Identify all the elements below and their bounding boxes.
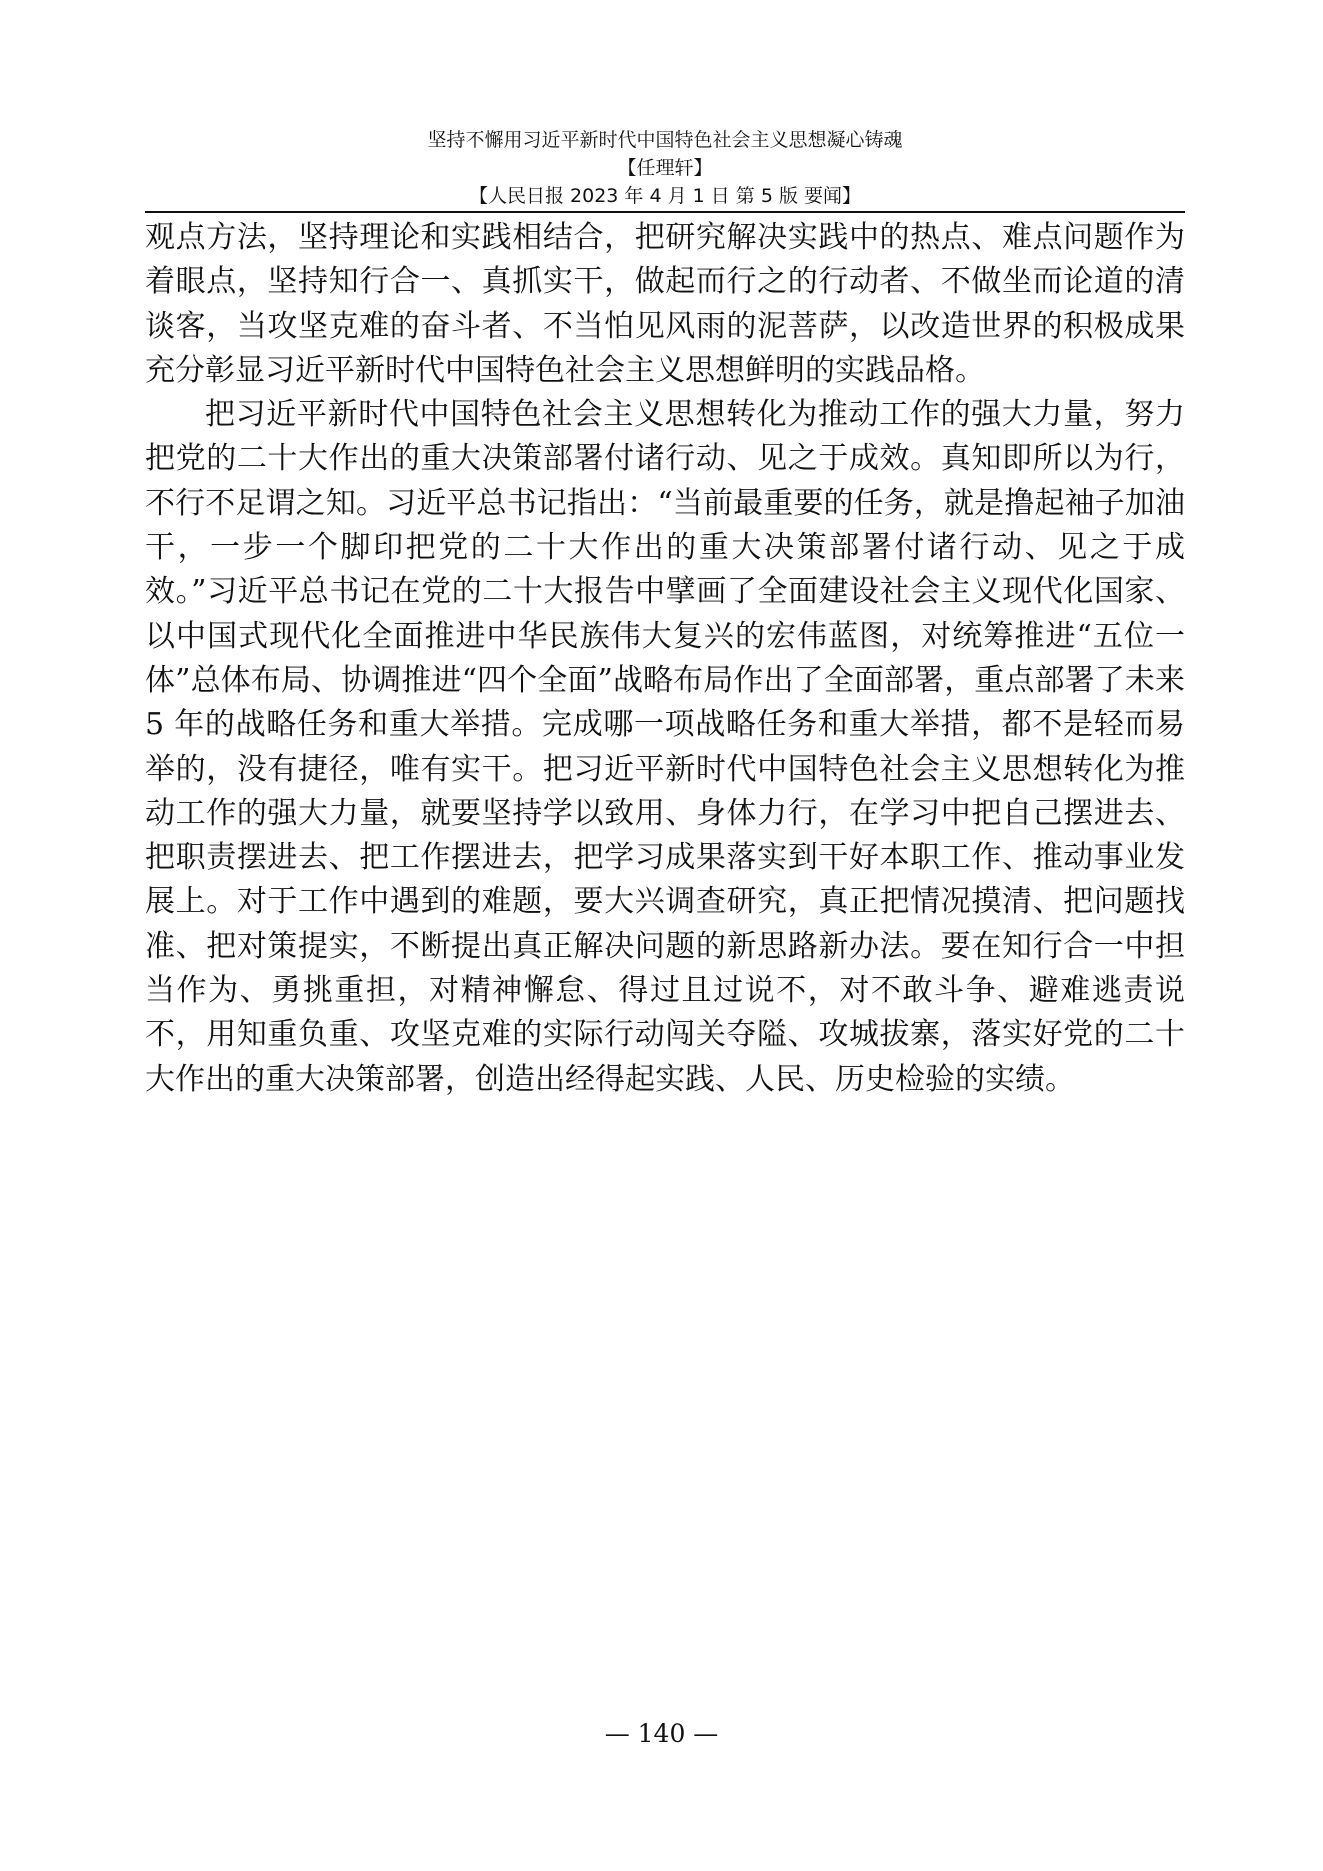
header-divider — [145, 211, 1185, 213]
article-title: 坚持不懈用习近平新时代中国特色社会主义思想凝心铸魂 — [427, 129, 903, 151]
running-header — [145, 126, 1185, 210]
article-body — [145, 216, 1185, 1102]
paragraph-continued: 观点方法，坚持理论和实践相结合，把研究解决实践中的热点、难点问题作为着眼点，坚持知行合一、真抓实干，做起而行之的行动者、不做坐而论道的清谈客，当攻坚克难的奋斗者、不当怕见风雨的泥菩萨，以改造世界的积极成果充分彰显习近平新时代中国特色社会主义思想鲜明的实践品格。 — [145, 220, 1185, 388]
page-number: — 140 — — [604, 1719, 719, 1748]
paragraph: 把习近平新时代中国特色社会主义思想转化为推动工作的强大力量，努力把党的二十大作出的重大决策部署付诸行动、见之于成效。真知即所以为行，不行不足谓之知。习近平总书记指出：“当前最重要的任务，就是撸起袖子加油干，一步一个脚印把党的二十大作出的重大决策部署付诸行动、见之于成效。”习近平总书记在党的二十大报告中擘画了全面建设社会主义现代化国家、以中国式现代化全面推进中华民族伟大复兴的宏伟蓝图，对统筹推进“五位一体”总体布局、协调推进“四个全面”战略布局作出了全面部署，重点部署了未来 5 年的战略任务和重大举措。完成哪一项战略任务和重大举措，都不是轻而易举的，没有捷径，唯有实干。把习近平新时代中国特色社会主义思想转化为推动工作的强大力量，就要坚持学以致用、身体力行，在学习中把自己摆进去、把职责摆进去、把工作摆进去，把学习成果落实到干好本职工作、推动事业发展上。对于工作中遇到的难题，要大兴调查研究，真正把情况摸清、把问题找准、把对策提实，不断提出真正解决问题的新思路新办法。要在知行合一中担当作为、勇挑重担，对精神懈怠、得过且过说不，对不敢斗争、避难逃责说不，用知重负重、攻坚克难的实际行动闯关夺隘、攻城拔寨，落实好党的二十大作出的重大决策部署，创造出经得起实践、人民、历史检验的实绩。 — [145, 397, 1185, 1097]
article-source: 【人民日报 2023 年 4 月 1 日 第 5 版 要闻】 — [468, 185, 861, 207]
article-author: 【任理轩】 — [617, 157, 713, 179]
